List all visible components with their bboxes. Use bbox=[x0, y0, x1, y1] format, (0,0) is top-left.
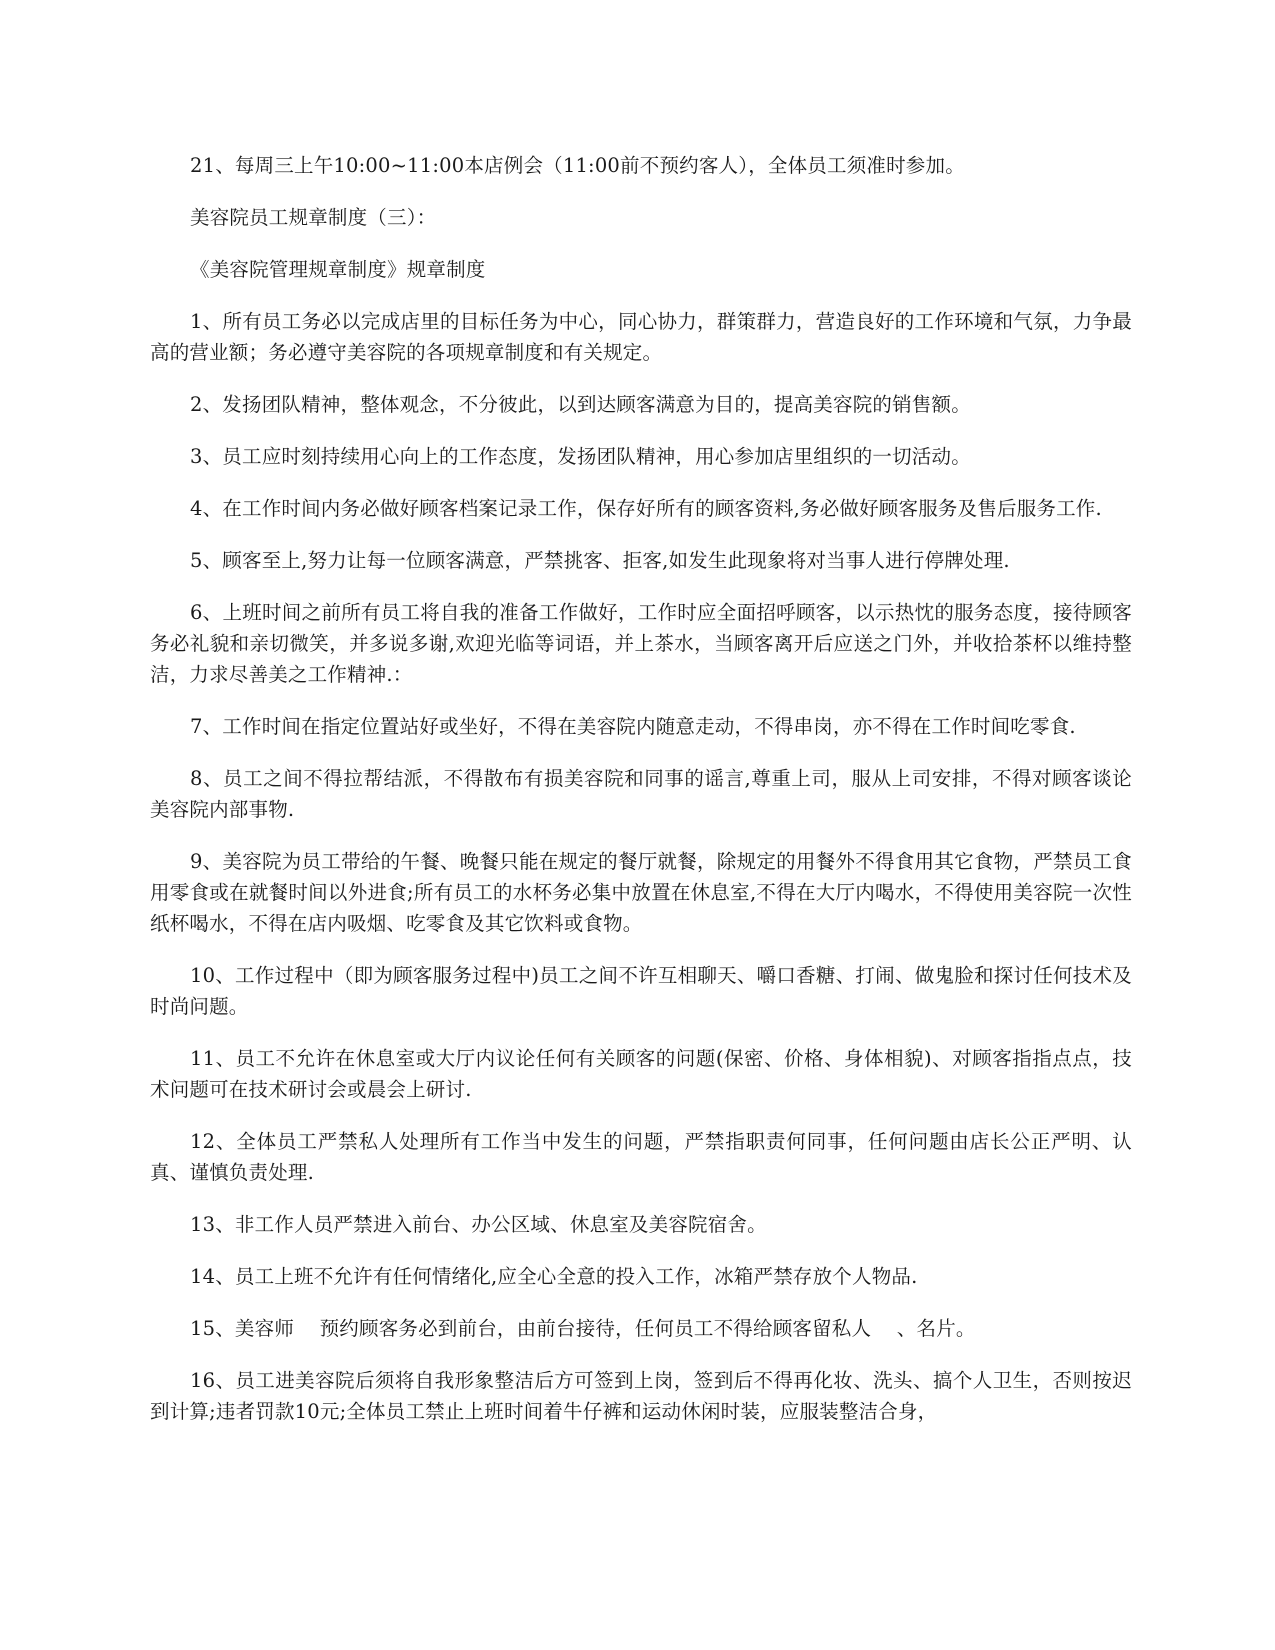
rule-6: 6、上班时间之前所有员工将自我的准备工作做好，工作时应全面招呼顾客，以示热忱的服务态度，接待顾客务必礼貌和亲切微笑，并多说多谢,欢迎光临等词语，并上茶水，当顾客离开后应送之门外，并收拾茶杯以维持整洁，力求尽善美之工作精神.： bbox=[150, 601, 1132, 686]
rule-10: 10、工作过程中（即为顾客服务过程中)员工之间不许互相聊天、嚼口香糖、打闹、做鬼脸和探讨任何技术及时尚问题。 bbox=[150, 964, 1132, 1018]
rule-8: 8、员工之间不得拉帮结派，不得散布有损美容院和同事的谣言,尊重上司，服从上司安排，不得对顾客谈论美容院内部事物. bbox=[150, 767, 1132, 821]
rule-1: 1、所有员工务必以完成店里的目标任务为中心，同心协力，群策群力，营造良好的工作环境和气氛，力争最高的营业额；务必遵守美容院的各项规章制度和有关规定。 bbox=[150, 310, 1132, 364]
rule-7: 7、工作时间在指定位置站好或坐好，不得在美容院内随意走动，不得串岗，亦不得在工作时间吃零食. bbox=[190, 715, 1076, 738]
rule-14: 14、员工上班不允许有任何情绪化,应全心全意的投入工作，冰箱严禁存放个人物品. bbox=[190, 1265, 918, 1288]
rule-9: 9、美容院为员工带给的午餐、晚餐只能在规定的餐厅就餐，除规定的用餐外不得食用其它食物，严禁员工食用零食或在就餐时间以外进食;所有员工的水杯务必集中放置在休息室,不得在大厅内喝水，不得使用美容院一次性纸杯喝水，不得在店内吸烟、吃零食及其它饮料或食物。 bbox=[150, 850, 1132, 935]
rule-12: 12、全体员工严禁私人处理所有工作当中发生的问题，严禁指职责何同事，任何问题由店长公正严明、认真、谨慎负责处理. bbox=[150, 1130, 1132, 1184]
rule-16: 16、员工进美容院后须将自我形象整洁后方可签到上岗，签到后不得再化妆、洗头、搞个人卫生，否则按迟到计算;违者罚款10元;全体员工禁止上班时间着牛仔裤和运动休闲时装，应服装整洁合身， bbox=[150, 1369, 1132, 1423]
section-heading: 美容院员工规章制度（三）： bbox=[190, 206, 437, 229]
rule-4: 4、在工作时间内务必做好顾客档案记录工作，保存好所有的顾客资料,务必做好顾客服务及售后服务工作. bbox=[190, 497, 1102, 520]
document-page bbox=[150, 150, 1132, 1448]
rule-2: 2、发扬团队精神，整体观念，不分彼此，以到达顾客满意为目的，提高美容院的销售额。 bbox=[190, 393, 971, 416]
rule-15: 15、美容师 预约顾客务必到前台，由前台接待，任何员工不得给顾客留私人 、名片。 bbox=[190, 1317, 976, 1340]
rule-5: 5、顾客至上,努力让每一位顾客满意，严禁挑客、拒客,如发生此现象将对当事人进行停牌处理. bbox=[190, 549, 1010, 572]
rule-21-meeting: 21、每周三上午10:00~11:00本店例会（11:00前不预约客人），全体员工须准时参加。 bbox=[190, 154, 965, 177]
rule-11: 11、员工不允许在休息室或大厅内议论任何有关顾客的问题(保密、价格、身体相貌)、对顾客指指点点，技术问题可在技术研讨会或晨会上研讨. bbox=[150, 1047, 1132, 1101]
rule-13: 13、非工作人员严禁进入前台、办公区域、休息室及美容院宿舍。 bbox=[190, 1213, 767, 1236]
rule-3: 3、员工应时刻持续用心向上的工作态度，发扬团队精神，用心参加店里组织的一切活动。 bbox=[190, 445, 971, 468]
document-title: 《美容院管理规章制度》规章制度 bbox=[190, 258, 486, 281]
